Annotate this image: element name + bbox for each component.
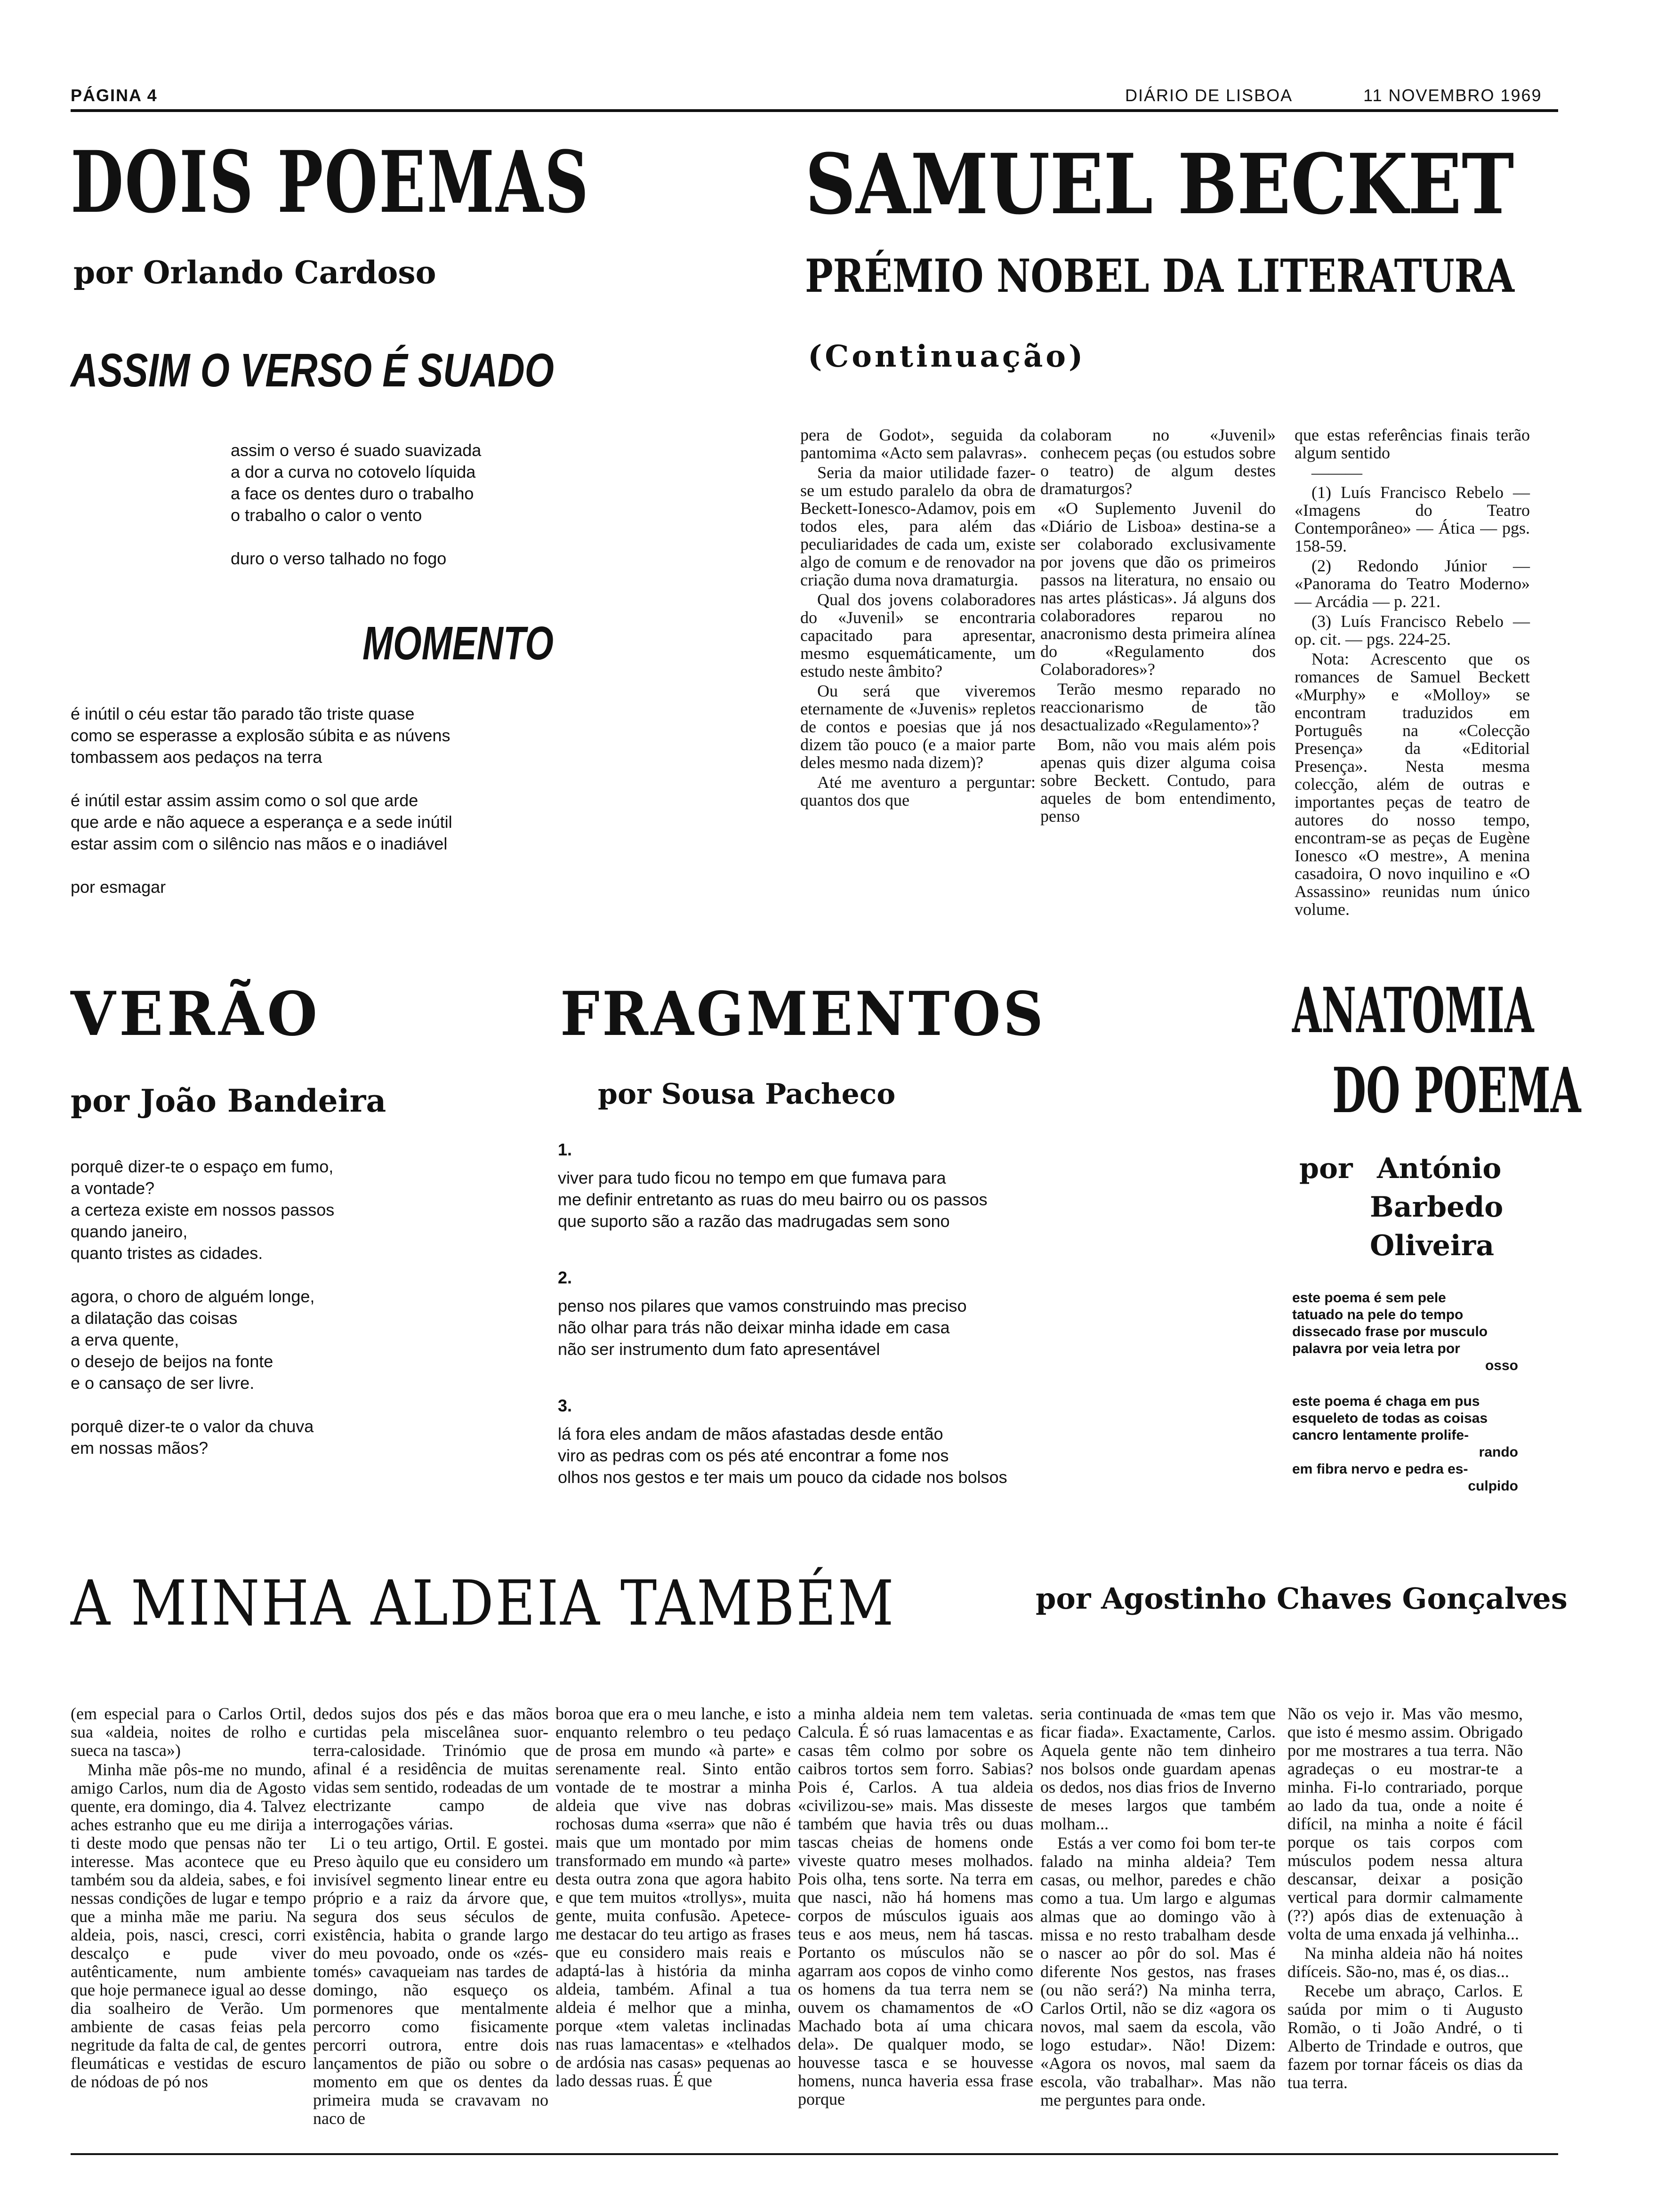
- poem-line: viver para tudo ficou no tempo em que fumava para: [558, 1168, 946, 1187]
- article-paragraph: dedos sujos dos pés e das mãos curtidas pela miscelânea suor-terra-calosidade. Trinómio que afinal é a residência de muitas vidas sem sentido, rodeadas de um electrizante campo de interrogações várias.: [313, 1704, 548, 1833]
- poem-line: dissecado frase por musculo: [1292, 1324, 1488, 1339]
- article-paragraph: colaboram no «Juvenil» conhecem peças (ou estudos sobre o teatro) de algum destes dramaturgos?: [1040, 425, 1276, 498]
- poem-line: a erva quente,: [71, 1330, 179, 1349]
- page-number: PÁGINA 4: [71, 86, 158, 105]
- anatomia-title-box-2: [1332, 1054, 1657, 1127]
- poem-line: cancro lentamente prolife-: [1292, 1427, 1469, 1443]
- article-paragraph: Terão mesmo reparado no reaccionarismo de tão desactualizado «Regulamento»?: [1040, 680, 1276, 734]
- issue-date: 11 NOVEMBRO 1969: [1363, 86, 1542, 105]
- poem-line: é inútil o céu estar tão parado tão triste quase: [71, 704, 415, 723]
- poem-line: assim o verso é suado suavizada: [231, 441, 482, 460]
- masthead: [1125, 86, 1542, 105]
- anatomia-title-line1: ANATOMIA: [1292, 974, 1534, 1047]
- article-paragraph: Li o teu artigo, Ortil. E gostei. Preso àquilo que eu considero um invisível segmento linear entre eu próprio e a raiz da árvore que, segura dos seus séculos de existência, habita o grande largo do meu povoado, onde os «zés-tomés» cavaqueiam nas tardes de domingo, não esqueço os pormenores que mentalmente percorro como fisicamente percorri outrora, entre dois lançamentos de pião ou sobre o momento em que os dentes da primeira muda se cravavam no naco de: [313, 1834, 548, 2128]
- poem2-title: MOMENTO: [362, 617, 554, 670]
- stanza-gap: [558, 1360, 1240, 1395]
- dois-poemas-byline: por Orlando Cardoso: [73, 254, 436, 291]
- article-paragraph: ———: [1311, 463, 1362, 482]
- newspaper-name: DIÁRIO DE LISBOA: [1125, 86, 1293, 105]
- poem-line: o desejo de beijos na fonte: [71, 1352, 273, 1371]
- poem-line: lá fora eles andam de mãos afastadas desde então: [558, 1424, 943, 1443]
- article-paragraph: Até me aventuro a perguntar: quantos dos que: [800, 773, 1036, 809]
- poem-line: a certeza existe em nossos passos: [71, 1200, 335, 1219]
- beckett-column-2: [1040, 426, 1276, 827]
- poem-line: em fibra nervo e pedra es-: [1292, 1461, 1468, 1477]
- anatomia-title-box: [1292, 974, 1657, 1047]
- poem-line: não ser instrumento dum fato apresentável: [558, 1339, 880, 1359]
- fragment-number: 1.: [558, 1140, 572, 1159]
- poem2-body: [71, 703, 588, 898]
- article-paragraph: Não os vejo ir. Mas vão mesmo, que isto é mesmo assim. Obrigado por me mostrares a tua terra. Não agradeças o eu mostrar-te a minha. Fi-lo contrariado, porque ao lado da tua, onde a noite é difícil, na minha a noite é fácil porque os tais corpos com músculos podem nessa altura descansar, deixar a posição vertical para dormir calmamente (??) após dias de extenuação à volta de uma enxada já velhinha...: [1287, 1704, 1523, 1943]
- poem-line: porquê dizer-te o espaço em fumo,: [71, 1157, 334, 1176]
- poem-line: penso nos pilares que vamos construindo mas preciso: [558, 1296, 967, 1315]
- poem-line: que suporto são a razão das madrugadas sem sono: [558, 1211, 950, 1231]
- fragment-number: 2.: [558, 1268, 572, 1287]
- poem-line: viro as pedras com os pés até encontrar a fome nos: [558, 1446, 949, 1465]
- poem1-title-box: [71, 344, 675, 398]
- beckett-continuation: (Continuação): [808, 339, 1086, 374]
- verao-title: VERÃO: [71, 979, 321, 1050]
- poem-line: e o cansaço de ser livre.: [71, 1373, 255, 1393]
- dois-poemas-title: DOIS POEMAS: [71, 133, 590, 232]
- article-paragraph: seria continuada de «mas tem que ficar fiada». Exactamente, Carlos. Aquela gente não tem dinheiro nos bolsos onde guardam apenas os dedos, nos dias frios de Inverno de meses largos que também molham...: [1040, 1704, 1276, 1833]
- poem-line: este poema é sem pele: [1292, 1290, 1446, 1306]
- aldeia-column-1: [71, 1705, 306, 2092]
- poem-line: duro o verso talhado no fogo: [231, 549, 447, 568]
- poem-line: não olhar para trás não deixar minha idade em casa: [558, 1318, 950, 1337]
- article-paragraph: Bom, não vou mais além pois apenas quis dizer alguma coisa sobre Beckett. Contudo, para aqueles de bom entendimento, penso: [1040, 735, 1276, 825]
- poem-line: quando janeiro,: [71, 1222, 188, 1241]
- footer-rule: [71, 2153, 1558, 2155]
- dois-poemas-title-box: [71, 133, 792, 232]
- anatomia-stanza-1: [1292, 1290, 1518, 1374]
- poem-line: quanto tristes as cidades.: [71, 1243, 263, 1263]
- poem-line: é inútil estar assim assim como o sol que arde: [71, 791, 418, 810]
- verao-title-box: [71, 979, 331, 1050]
- beckett-title: SAMUEL BECKET: [805, 136, 1514, 233]
- anatomia-byline-name2: Barbedo: [1370, 1191, 1504, 1224]
- poem-line: como se esperasse a explosão súbita e as núvens: [71, 726, 450, 745]
- poem1-title: ASSIM O VERSO É SUADO: [71, 344, 554, 397]
- poem-line: porquê dizer-te o valor da chuva: [71, 1417, 314, 1436]
- aldeia-title: A MINHA ALDEIA TAMBÉM: [71, 1567, 896, 1640]
- anatomia-byline-name1: António: [1377, 1152, 1502, 1185]
- article-paragraph: Recebe um abraço, Carlos. E saúda por mim o ti Augusto Romão, o ti João André, o ti Alberto de Trindade e outros, que fazem por tornar fáceis os dias da tua terra.: [1287, 1981, 1523, 2092]
- anatomia-byline-por: por: [1299, 1152, 1353, 1185]
- fragmentos-title-box: [560, 979, 1088, 1050]
- beckett-subtitle: PRÉMIO NOBEL DA LITERATURA: [805, 249, 1514, 303]
- beckett-subtitle-box: [805, 249, 1657, 303]
- poem-line: me definir entretanto as ruas do meu bairro ou os passos: [558, 1190, 988, 1209]
- aldeia-column-3: [555, 1705, 791, 2091]
- aldeia-column-2: [313, 1705, 548, 2129]
- aldeia-column-6: [1287, 1705, 1523, 2093]
- poem-line: [231, 526, 607, 548]
- article-paragraph: Minha mãe pôs-me no mundo, amigo Carlos, num dia de Agosto quente, era domingo, dia 4. Talvez aches estranho que eu me dirija a ti deste modo que pensas não ter interesse. Mas acontece que eu também sou da aldeia, sabes, e foi nessas condições de lugar e tempo que a minha mãe me pariu. Na aldeia, pois, nasci, cresci, corri descalço e pude viver autênticamente, num ambiente que hoje permanece igual ao desse dia soalheiro de Verão. Um ambiente de casas feias pela negritude da falta de cal, de gentes fleumáticas e vestidas de escuro de nódoas de pó nos: [71, 1760, 306, 2091]
- poem-line: agora, o choro de alguém longe,: [71, 1287, 315, 1306]
- article-paragraph: Seria da maior utilidade fazer-se um estudo paralelo da obra de Beckett-Ionesco-Adamov, pois em todos eles, para além das peculiaridades de cada um, existe algo de comum e de renovador na criação duma nova dramaturgia.: [800, 463, 1036, 589]
- beckett-column-1: [800, 426, 1036, 811]
- poem-line: [71, 768, 588, 790]
- anatomia-stanza-2: [1292, 1393, 1518, 1495]
- poem-line: osso: [1485, 1358, 1518, 1373]
- poem-line: que arde e não aquece a esperança e a sede inútil: [71, 812, 452, 832]
- anatomia-title-line2: DO POEMA: [1332, 1054, 1581, 1127]
- poem-line: o trabalho o calor o vento: [231, 505, 422, 525]
- beckett-title-box: [805, 136, 1639, 233]
- article-paragraph: boroa que era o meu lanche, e isto enquanto relembro o teu pedaço de prosa em mundo «à parte» e serenamente real. Sinto então vontade de te mostrar a minha aldeia que vive nas dobras rochosas duma «serra» que não é mais que um montado por mim transformado em mundo «à parte» desta outra zona que agora habito e que tem muitos «trollys», muita gente, muita confusão. Apetece-me destacar do teu artigo as frases que eu considero mais reais e adaptá-las à história da minha aldeia, também. Afinal a tua aldeia é melhor que a minha, porque «tem valetas inclinadas nas ruas lamacentas» e «telhados de ardósia nas casas» pequenas ao lado dessas ruas. É que: [555, 1704, 791, 2090]
- poem1-body: [231, 440, 607, 569]
- verao-byline: por João Bandeira: [71, 1082, 386, 1119]
- article-paragraph: Na minha aldeia não há noites difíceis. São-no, mas é, os dias...: [1287, 1944, 1523, 1981]
- poem-line: em nossas mãos?: [71, 1438, 209, 1458]
- poem-line: [71, 855, 588, 876]
- poem2-title-box: [362, 617, 607, 671]
- aldeia-column-4: [798, 1705, 1033, 2109]
- poem-line: olhos nos gestos e ter mais um pouco da cidade nos bolsos: [558, 1467, 1007, 1487]
- fragmentos-body: [558, 1139, 1240, 1523]
- poem-line: a face os dentes duro o trabalho: [231, 484, 474, 503]
- fragmentos-title: FRAGMENTOS: [560, 979, 1046, 1050]
- anatomia-byline-name3: Oliveira: [1370, 1229, 1495, 1262]
- fragment-number: 3.: [558, 1396, 572, 1415]
- poem-line: esqueleto de todas as coisas: [1292, 1411, 1488, 1426]
- poem-line: tatuado na pele do tempo: [1292, 1307, 1464, 1322]
- stanza-gap: [558, 1488, 1240, 1523]
- beckett-column-3: [1295, 426, 1530, 920]
- aldeia-byline: por Agostinho Chaves Gonçalves: [1036, 1581, 1568, 1616]
- article-paragraph: Qual dos jovens colaboradores do «Juvenil» se encontraria capacitado para apresentar, mesmo esquemáticamente, um estudo neste âmbito?: [800, 590, 1036, 681]
- poem-line: palavra por veia letra por: [1292, 1341, 1460, 1356]
- poem-line: [71, 1264, 494, 1286]
- article-paragraph: pera de Godot», seguida da pantomima «Acto sem palavras».: [800, 425, 1036, 462]
- article-paragraph: Nota: Acrescento que os romances de Samuel Beckett «Murphy» e «Molloy» se encontram traduzidos em Português na «Colecção Presença» da «Editorial Presença». Nesta mesma colecção, além de outras e importantes peças de teatro de autores do nosso tempo, encontram-se as peças de Eugène Ionesco «O mestre», A menina casadoira, O novo inquilino e «O Assassino» reunidas num único volume.: [1295, 649, 1530, 919]
- poem-line: a vontade?: [71, 1178, 155, 1198]
- poem-line: rando: [1479, 1444, 1518, 1460]
- article-paragraph: que estas referências finais terão algum sentido: [1295, 425, 1530, 462]
- poem-line: tombassem aos pedaços na terra: [71, 747, 322, 767]
- header-rule: [71, 109, 1558, 112]
- aldeia-column-5: [1040, 1705, 1276, 2110]
- fragmentos-byline: por Sousa Pacheco: [598, 1078, 896, 1111]
- stanza-gap: [558, 1232, 1240, 1267]
- poem-line: este poema é chaga em pus: [1292, 1394, 1480, 1409]
- aldeia-title-box: [71, 1567, 1008, 1640]
- poem-line: [71, 1394, 494, 1416]
- poem-line: a dor a curva no cotovelo líquida: [231, 462, 476, 481]
- poem-line: culpido: [1468, 1478, 1518, 1494]
- poem-line: por esmagar: [71, 877, 166, 897]
- article-paragraph: (2) Redondo Júnior — «Panorama do Teatro Moderno» — Arcádia — p. 221.: [1295, 556, 1530, 611]
- article-paragraph: Ou será que viveremos eternamente de «Juvenis» repletos de contos e poesias que já nos dizem tão pouco (e a maior parte deles mesmo nada dizem)?: [800, 681, 1036, 772]
- article-paragraph: a minha aldeia nem tem valetas. Calcula. É só ruas lamacentas e as casas têm colmo por sobre os caibros tortos sem forro. Sabias? Pois é, Carlos. A tua aldeia «civilizou-se» mais. Mas disseste também que havia três ou duas tascas cheias de homens onde viveste quatro meses molhados. Pois olha, tens sorte. Na terra em que nasci, não há homens mas corpos de músculos iguais aos teus e aos meus, nem há tascas. Portanto os músculos não se agarram aos copos de vinho como os homens da tua terra nem se ouvem os chamamentos de «O Machado bota aí uma chicara dela». De qualquer modo, se houvesse tasca e se houvesse homens, nunca haveria essa frase porque: [798, 1704, 1033, 2108]
- article-paragraph: Estás a ver como foi bom ter-te falado na minha aldeia? Tem casas, ou melhor, paredes e chão como a tua. Um largo e algumas almas que ao domingo vão à missa e no resto trabalham desde o nascer ao pôr do sol. Mas é diferente Nos gestos, nas frases (ou não será?) Na minha terra, Carlos Ortil, não se diz «agora os novos, mal saem da escola, vão logo estudar». Não! Dizem: «Agora os novos, mal saem da escola, vão trabalhar». Mas não me perguntes para onde.: [1040, 1834, 1276, 2109]
- article-paragraph: (1) Luís Francisco Rebelo — «Imagens do Teatro Contemporâneo» — Ática — pgs. 158-59.: [1295, 483, 1530, 555]
- article-paragraph: (3) Luís Francisco Rebelo — op. cit. — pgs. 224-25.: [1295, 612, 1530, 649]
- article-paragraph: «O Suplemento Juvenil do «Diário de Lisboa» destina-se a ser colaborado exclusivamente por jovens que dão os primeiros passos na literatura, no ensaio ou nas artes plásticas». Já alguns dos colaboradores reparou no anacronismo desta primeira alínea do «Regulamento dos Colaboradores»?: [1040, 499, 1276, 679]
- poem-line: estar assim com o silêncio nas mãos e o inadiável: [71, 834, 448, 853]
- poem-line: a dilatação das coisas: [71, 1308, 238, 1328]
- article-paragraph: (em especial para o Carlos Ortil, sua «aldeia, noites de rolho e sueca na tasca»): [71, 1704, 306, 1760]
- verao-body: [71, 1156, 494, 1459]
